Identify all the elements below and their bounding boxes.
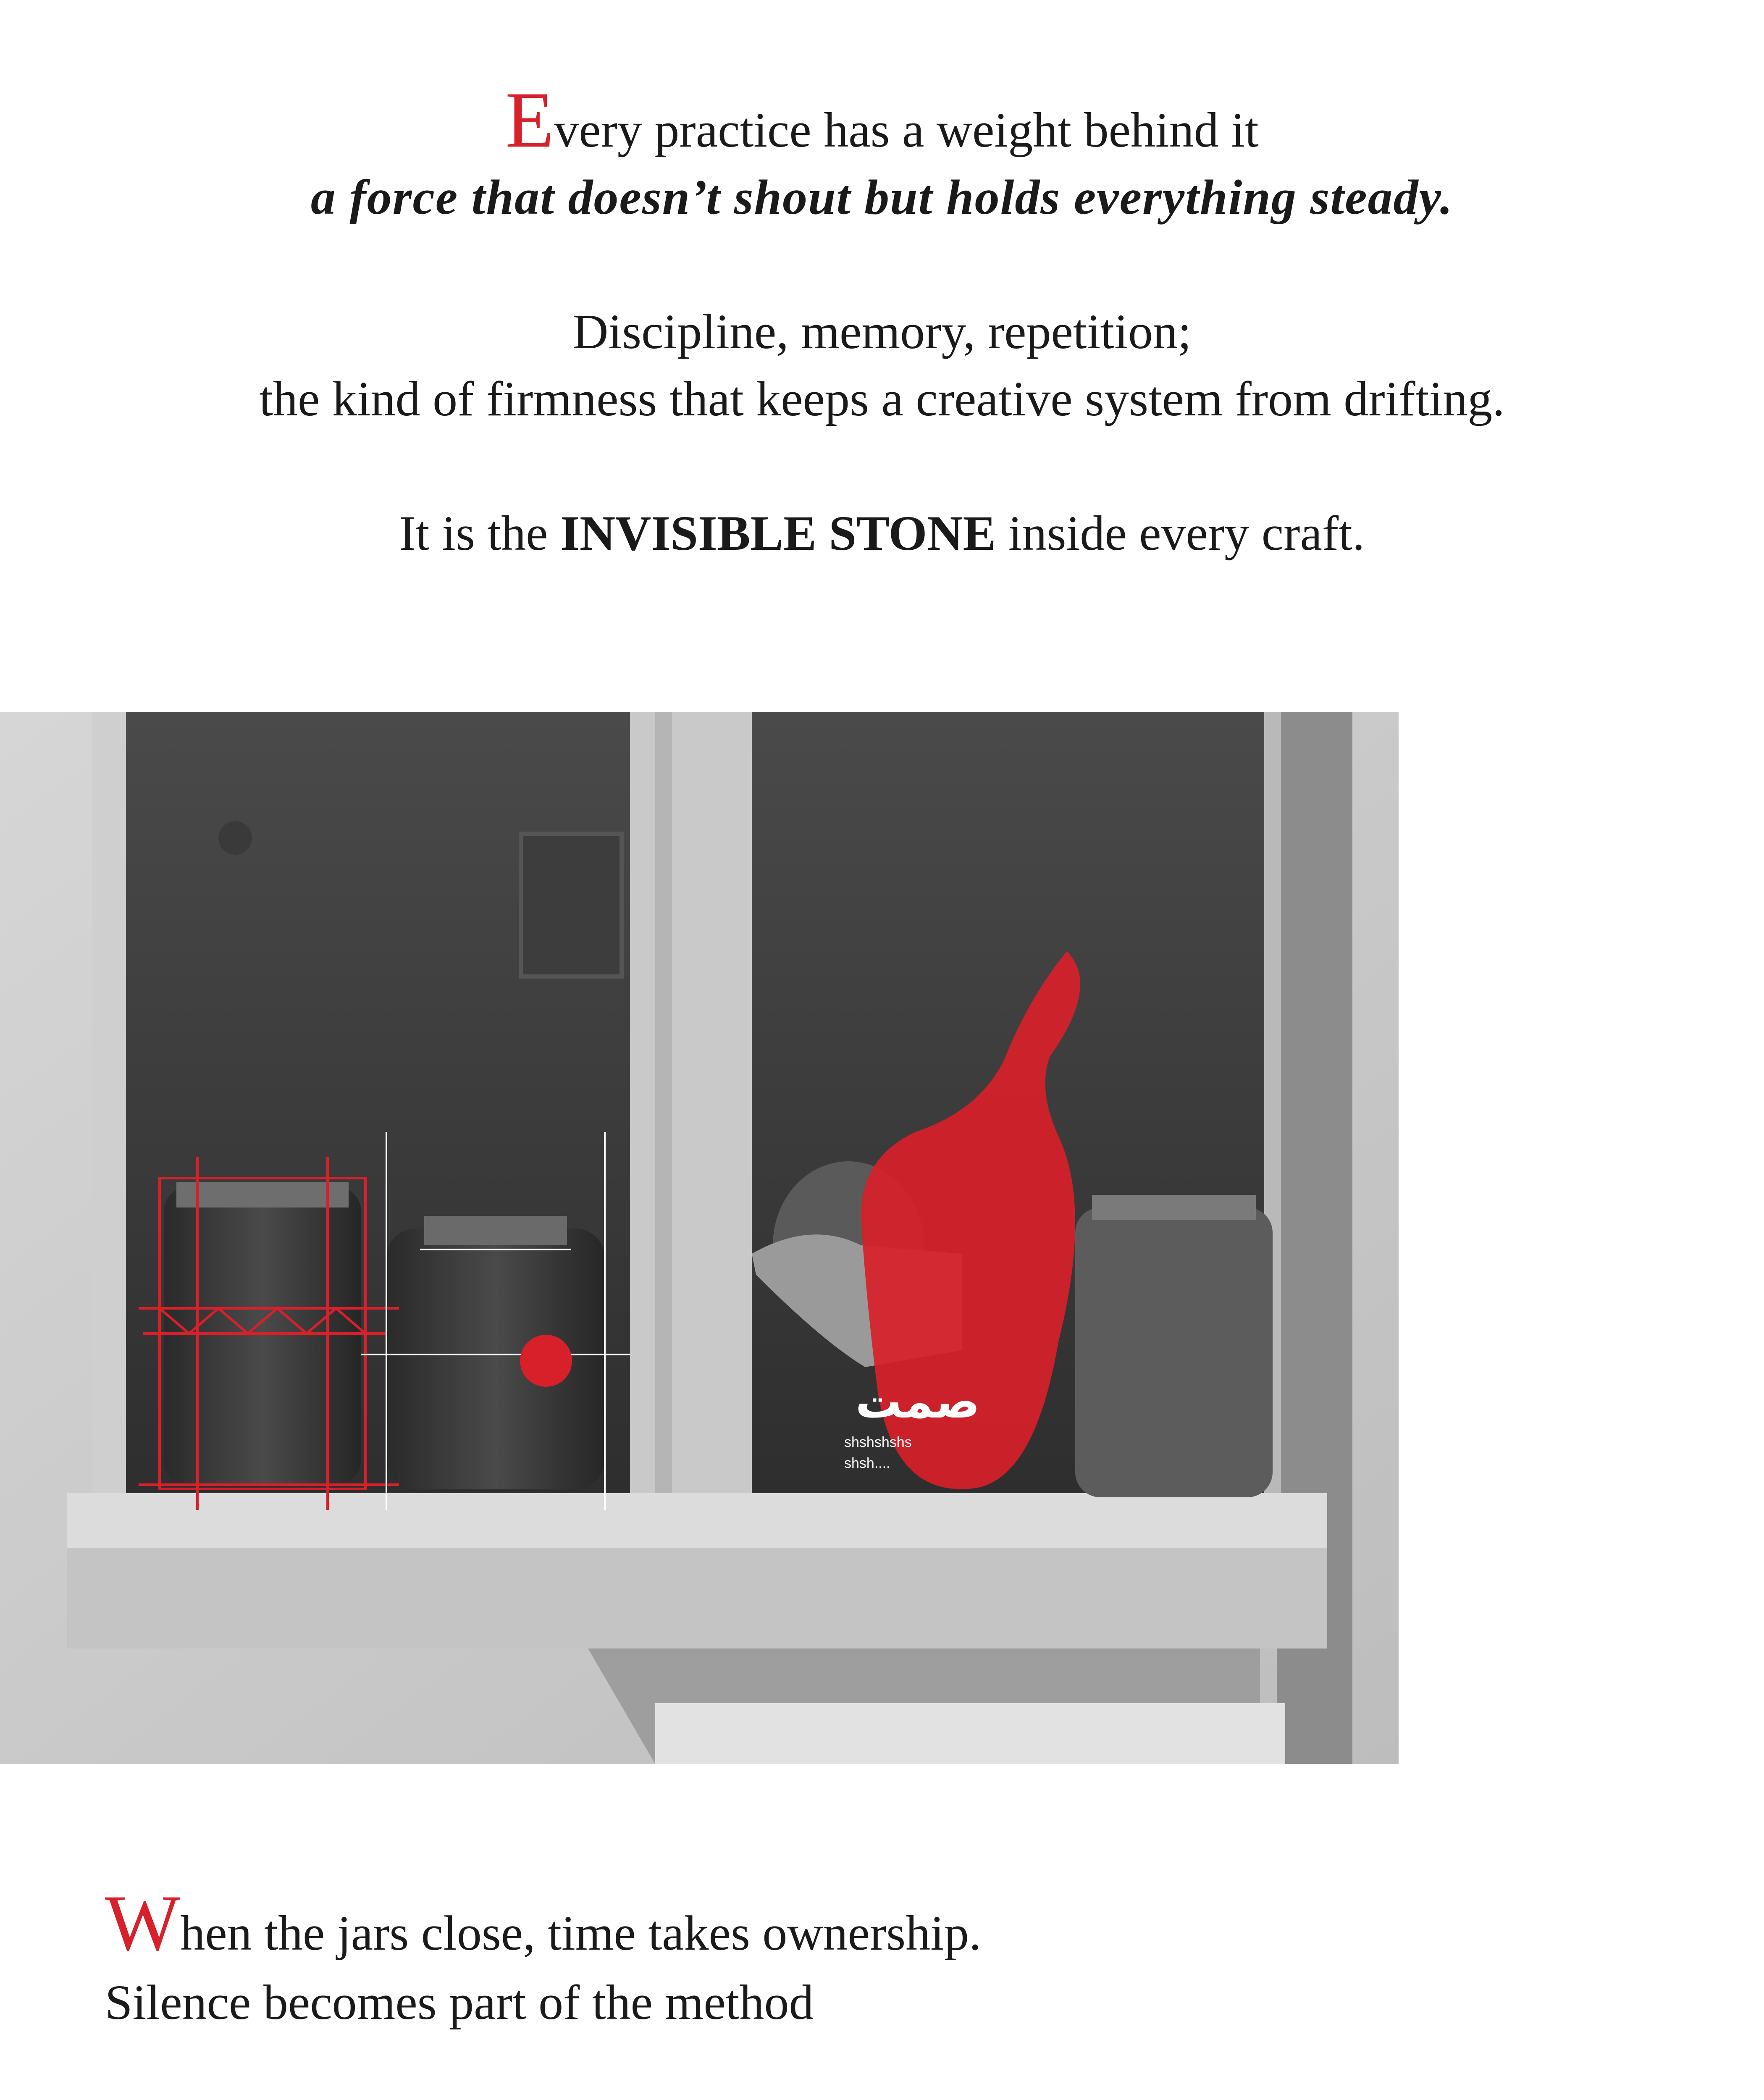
outro-text-block xyxy=(105,1879,1659,2100)
invisible-stone-text: INVISIBLE STONE xyxy=(560,506,996,561)
jar-2 xyxy=(386,1228,605,1489)
intro-line-3: Discipline, memory, repetition; xyxy=(572,304,1192,359)
red-dot xyxy=(520,1335,572,1387)
intro-line-1 xyxy=(0,76,1764,164)
intro-dropcap: E xyxy=(505,76,554,164)
intro-line-2: a force that doesn’t shout but holds everything steady. xyxy=(310,170,1454,225)
window-sill xyxy=(67,1493,1327,1552)
outro-line-1-text: hen the jars close, time takes ownership. xyxy=(180,1906,982,1961)
photo-illustration xyxy=(0,712,1399,1764)
arabic-word: صمت xyxy=(855,1375,980,1428)
intro-line-5-post: inside every craft. xyxy=(1008,506,1365,561)
intro-line-5-pre: It is the xyxy=(399,506,548,561)
window-jars-photo xyxy=(0,712,1399,1764)
jar-3 xyxy=(1075,1208,1273,1497)
photo-caption-2: shsh.... xyxy=(844,1455,890,1471)
window-mullion xyxy=(630,712,752,1531)
intro-line-5 xyxy=(0,500,1764,567)
outro-line-2: Silence becomes part of the method xyxy=(105,1975,814,2030)
intro-line-1-text: very practice has a weight behind it xyxy=(554,102,1259,158)
intro-line-4: the kind of firmness that keeps a creative system from drifting. xyxy=(259,371,1505,426)
outro-line-1 xyxy=(105,1879,1659,1968)
jar-1 xyxy=(164,1186,361,1485)
intro-text-block xyxy=(0,76,1764,567)
outro-dropcap: W xyxy=(105,1879,181,1967)
photo-caption-1: shshshshs xyxy=(844,1434,912,1450)
